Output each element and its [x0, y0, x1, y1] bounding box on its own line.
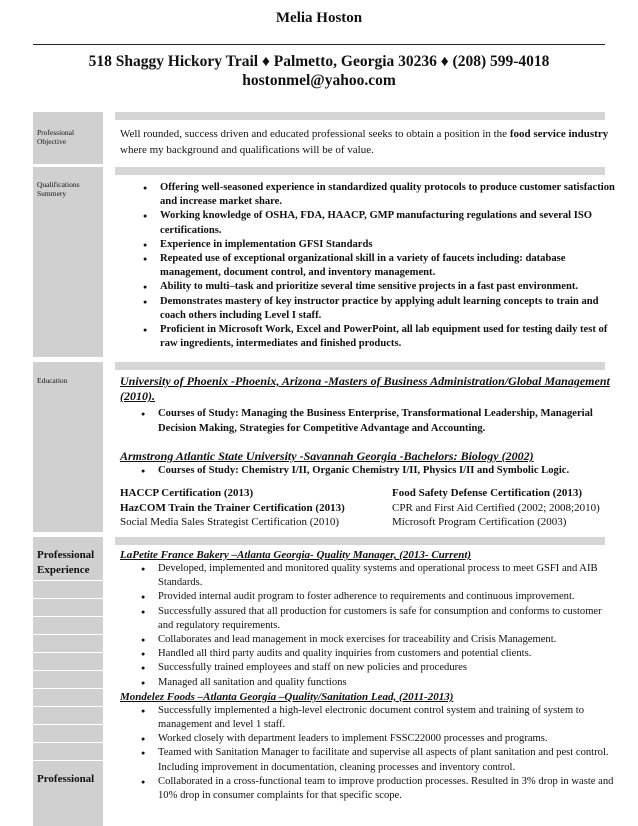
list-item: ● Successfully implemented a high-level electronic document control system and training of system to management and level 1 staff.: [120, 704, 615, 732]
cert-row: [120, 501, 615, 516]
sidebar-rule: [33, 598, 103, 599]
sidebar-rule: [33, 580, 103, 581]
list-item: ● Successfully assured that all production for customers is safe for consumption and conforms to customer and regulatory requirements.: [120, 605, 615, 633]
sidebar-rule: [33, 616, 103, 617]
list-item: ● Successfully trained employees and staff on new policies and procedures: [120, 661, 615, 675]
address-line: 518 Shaggy Hickory Trail ♦ Palmetto, Georgia 30236 ♦ (208) 599-4018: [88, 53, 550, 70]
list-item: ● Developed, implemented and monitored quality systems and operational process to meet GSFI and AIB Standards.: [120, 562, 615, 590]
objective-label: Professional Objective: [37, 128, 75, 146]
list-item: ● Working knowledge of OSHA, FDA, HAACP, GMP manufacturing regulations and several ISO certifications.: [122, 209, 615, 237]
objective-text-post: where my background and qualifications will be of value.: [120, 144, 374, 156]
school-title: Armstrong Atlantic State University -Savannah Georgia -Bachelors: Biology (2002): [120, 449, 534, 463]
sidebar-rule: [33, 688, 103, 689]
sidebar-rule: [33, 742, 103, 743]
list-item: ● Courses of Study: Managing the Business Enterprise, Transformational Leadership, Managerial Decision Making, Strategies for Competitive Advantage and Accounting.: [120, 407, 615, 436]
section-bar-qualifications: [115, 167, 605, 175]
cert-item: CPR and First Aid Certified (2002; 2008;2010): [392, 501, 600, 514]
candidate-name: Melia Hoston: [275, 10, 363, 26]
sidebar-rule: [33, 760, 103, 761]
section-bar-education: [115, 362, 605, 370]
cert-item: Food Safety Defense Certification (2013): [392, 487, 583, 499]
cert-item: HACCP Certification (2013): [120, 487, 254, 499]
list-item: ● Ability to multi–task and prioritize several time sensitive projects in a fast past environment.: [122, 280, 615, 294]
cert-row: [120, 486, 615, 501]
qualifications-list: [122, 181, 615, 351]
cert-item: Microsoft Program Certification (2003): [392, 516, 567, 528]
job-title: LaPetite France Bakery –Atlanta Georgia- Quality Manager, (2013- Current): [120, 549, 472, 561]
objective-text: [120, 126, 615, 158]
cert-item: Social Media Sales Strategist Certification (2010): [120, 516, 340, 528]
list-item: ● Worked closely with department leaders to implement FSSC22000 processes and programs.: [120, 732, 615, 746]
sidebar-rule: [33, 670, 103, 671]
list-item: ● Collaborated in a cross-functional team to improve production processes. Resulted in 3% drop in waste and 10% drop in consumer complaints for that specific scope.: [120, 775, 615, 803]
email-line: hostonmel@yahoo.com: [242, 72, 396, 89]
list-item: ● Demonstrates mastery of key instructor practice by applying adult learning concepts to train and coach others including Level I staff.: [122, 295, 615, 323]
list-item: ● Experience in implementation GFSI Standards: [122, 238, 615, 252]
education-block: [120, 374, 615, 479]
list-item: ● Teamed with Sanitation Manager to facilitate and supervise all aspects of plant sanitation and pest control. Including improvement in documentation, cleaning processes and inventory control.: [120, 746, 615, 774]
sidebar-rule: [33, 706, 103, 707]
sidebar-rule: [33, 652, 103, 653]
list-item: ● Courses of Study: Chemistry I/II, Organic Chemistry I/II, Physics I/II and Symbolic Logic.: [120, 464, 615, 479]
section-bar-experience: [115, 537, 605, 545]
experience-label: Professional Experience: [37, 549, 95, 576]
header-divider: [33, 44, 605, 45]
list-item: ● Handled all third party audits and quality inquiries from customers and potential clients.: [120, 647, 615, 661]
objective-text-bold: food service industry: [509, 128, 609, 140]
experience-label-continued: Professional: [37, 773, 95, 785]
qualifications-label: Qualifications Summery: [37, 180, 80, 198]
certifications: [120, 486, 615, 530]
section-bar-objective: [115, 112, 605, 120]
cert-item: HazCOM Train the Trainer Certification (2013): [120, 501, 345, 514]
experience-block: [120, 548, 615, 803]
job-title: Mondelez Foods –Atlanta Georgia –Quality/Sanitation Lead, (2011-2013): [120, 690, 454, 703]
education-label: Education: [37, 376, 68, 385]
cert-row: [120, 515, 615, 530]
contact-block: [0, 52, 638, 90]
list-item: ● Collaborates and lead management in mock exercises for traceability and Crisis Management.: [120, 633, 615, 647]
list-item: ● Provided internal audit program to foster adherence to requirements and continuous improvement.: [120, 590, 615, 604]
objective-text-pre: Well rounded, success driven and educated professional seeks to obtain a position in the: [120, 128, 510, 140]
list-item: ● Proficient in Microsoft Work, Excel and PowerPoint, all lab equipment used for testing daily test of raw ingredients, intermediates and finished products.: [122, 323, 615, 351]
sidebar-rule: [33, 724, 103, 725]
list-item: ● Repeated use of exceptional organizational skill in a variety of faucets including: database management, document control, and inventory management.: [122, 252, 615, 280]
list-item: ● Managed all sanitation and quality functions: [120, 676, 615, 690]
school-title: University of Phoenix -Phoenix, Arizona -Masters of Business Administration/Global Management (2010).: [120, 374, 610, 403]
list-item: ● Offering well-seasoned experience in standardized quality protocols to produce customer satisfaction and increase market share.: [122, 181, 615, 209]
sidebar-rule: [33, 634, 103, 635]
sidebar-education: [33, 362, 103, 532]
